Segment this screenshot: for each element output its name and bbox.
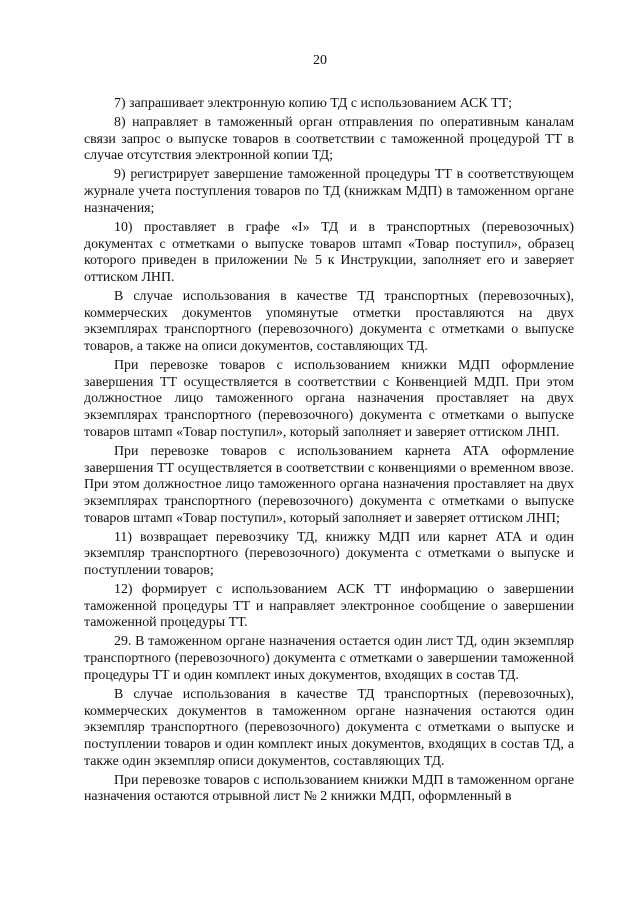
paragraph-item-9: 9) регистрирует завершение таможенной процедуры ТТ в соответствующем журнале учета поступления товаров по ТД (книжкам МДП) в таможенном органе назначения;: [84, 167, 574, 216]
paragraph-section-29: 29. В таможенном органе назначения остается один лист ТД, один экземпляр транспортного (перевозочного) документа с отметками о завершении таможенной процедуры ТТ и один комплект иных документов, входящих в состав ТД.: [84, 634, 574, 683]
document-body: [84, 96, 574, 808]
paragraph-ata-carnet: При перевозке товаров с использованием карнета АТА оформление завершения ТТ осуществляется в соответствии с конвенциями о временном ввозе. При этом должностное лицо таможенного органа назначения проставляет на двух экземплярах транспортного (перевозочного) документа с отметками о выпуске товаров штамп «Товар поступил», который заполняет и заверяет оттиском ЛНП;: [84, 443, 574, 526]
paragraph-commercial-docs-retained: В случае использования в качестве ТД транспортных (перевозочных), коммерческих документов в таможенном органе назначения остаются один экземпляр транспортного (перевозочного) документа с отметками о выпуске и поступлении товаров и один комплект иных документов, входящих в состав ТД, а также один экземпляр описи документов, составляющих ТД.: [84, 686, 574, 769]
paragraph-item-10: 10) проставляет в графе «I» ТД и в транспортных (перевозочных) документах с отметками о выпуске товаров штамп «Товар поступил», образец которого приведен в приложении № 5 к Инструкции, заполняет его и заверяет оттиском ЛНП.: [84, 219, 574, 285]
page-number: 20: [313, 53, 327, 68]
paragraph-item-11: 11) возвращает перевозчику ТД, книжку МДП или карнет АТА и один экземпляр транспортного (перевозочного) документа с отметками о выпуске и поступлении товаров;: [84, 529, 574, 579]
paragraph-item-7: 7) запрашивает электронную копию ТД с использованием АСК ТТ;: [114, 96, 512, 111]
paragraph-tir-carnet: При перевозке товаров с использованием книжки МДП оформление завершения ТТ осуществляется в соответствии с Конвенцией МДП. При этом должностное лицо таможенного органа назначения проставляет на двух экземплярах транспортного (перевозочного) документа с отметками о выпуске товаров штамп «Товар поступил», который заполняет и заверяет оттиском ЛНП.: [84, 358, 574, 440]
paragraph-tir-retained: При перевозке товаров с использованием книжки МДП в таможенном органе назначения остаются отрывной лист № 2 книжки МДП, оформленный в: [84, 772, 574, 805]
paragraph-item-12: 12) формирует с использованием АСК ТТ информацию о завершении таможенной процедуры ТТ и направляет электронное сообщение о завершении таможенной процедуры ТТ.: [84, 582, 574, 631]
paragraph-commercial-docs: В случае использования в качестве ТД транспортных (перевозочных), коммерческих документов упомянутые отметки проставляются на двух экземплярах транспортного (перевозочного) документа с отметками о выпуске товаров, а также на описи документов, составляющих ТД.: [84, 288, 574, 355]
paragraph-item-8: 8) направляет в таможенный орган отправления по оперативным каналам связи запрос о выпуске товаров в соответствии с таможенной процедурой ТТ в случае отсутствия электронной копии ТД;: [84, 115, 574, 164]
